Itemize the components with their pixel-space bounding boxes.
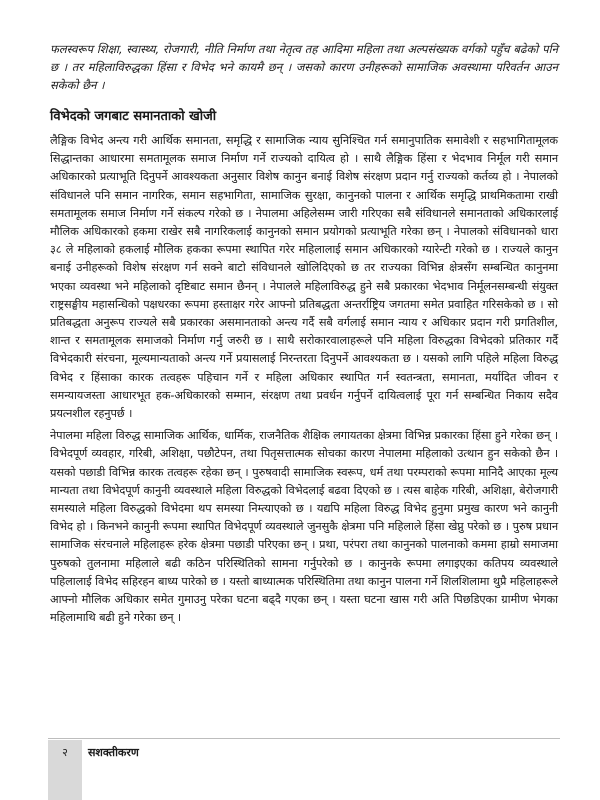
page-content [50, 40, 558, 631]
page-footer [48, 742, 139, 762]
running-title: सशक्तीकरण [88, 745, 139, 759]
body-paragraph-1: लैङ्गिक विभेद अन्त्य गरी आर्थिक समानता, समृद्धि र सामाजिक न्याय सुनिश्चित गर्न समानुपातिक समावेशी र सहभागितामूलक सिद्धान्तका आधारमा समतामूलक समाज निर्माण गर्ने राज्यको दायित्व हो । साथै लैङ्गिक हिंसा र भेदभाव निर्मूल गरी समान अधिकारको प्रत्याभूति दिनुपर्ने आवश्यकता अनुसार विशेष कानुन बनाई विशेष संरक्षण प्रदान गर्नु राज्यको कर्तव्य हो । नेपालको संविधानले पनि समान नागरिक, समान सहभागिता, सामाजिक सुरक्षा, कानुनको पालना र आर्थिक समृद्धि प्राथमिकतामा राखी समतामूलक समाज निर्माण गर्ने संकल्प गरेको छ । नेपालमा अहिलेसम्म जारी गरिएका सबै संविधानले समानताको अधिकारलाई मौलिक अधिकारको हकमा राखेर सबै नागरिकलाई कानुनको समान प्रयोगको प्रत्याभूति गरेका छन् । नेपालको संविधानको धारा ३८ ले महिलाको हकलाई मौलिक हकका रूपमा स्थापित गरेर महिलालाई समान अधिकारको ग्यारेन्टी गरेको छ । राज्यले कानुन बनाई उनीहरूको विशेष संरक्षण गर्न सक्ने बाटो संविधानले खोलिदिएको छ तर राज्यका विभिन्न क्षेत्रसँग सम्बन्धित कानुनमा भएका व्यवस्था भने महिलाको दृष्टिबाट समान छैनन् । नेपालले महिलाविरुद्ध हुने सबै प्रकारका भेदभाव निर्मूलनसम्बन्धी संयुक्त राष्ट्रसङ्घीय महासन्धिको पक्षधरका रूपमा हस्ताक्षर गरेर आफ्नो प्रतिबद्धता अन्तर्राष्ट्रिय जगतमा समेत प्रवाहित गरिसकेको छ । सो प्रतिबद्धता अनुरूप राज्यले सबै प्रकारका असमानताको अन्त्य गर्दै सबै वर्गलाई समान न्याय र अधिकार प्रदान गरी प्रगतिशील, शान्त र समतामूलक समाजको निर्माण गर्नु जरुरी छ । साथै सरोकारवालाहरूले पनि महिला विरुद्धका विभेदको प्रतिकार गर्दै विभेदकारी संरचना, मूल्यमान्यताको अन्त्य गर्ने प्रयासलाई निरन्तरता दिनुपर्ने आवश्यकता छ । यसको लागि पहिले महिला विरुद्ध विभेद र हिंसाका कारक तत्वहरू पहिचान गर्ने र महिला अधिकार स्थापित गर्न स्वतन्त्रता, समानता, मर्यादित जीवन र समन्यायजस्ता आधारभूत हक-अधिकारको सम्मान, संरक्षण तथा प्रवर्धन गर्नुपर्ने दायित्वलाई पूरा गर्न सम्बन्धित निकाय सदैव प्रयत्नशील रहनुपर्छ । [50, 134, 558, 421]
intro-paragraph: फलस्वरूप शिक्षा, स्वास्थ्य, रोजगारी, नीति निर्माण तथा नेतृत्व तह आदिमा महिला तथा अल्पसंख्यक वर्गको पहुँच बढेको पनि छ । तर महिलाविरुद्धका हिंसा र विभेद भने कायमै छन् । जसको कारण उनीहरूको सामाजिक अवस्थामा परिवर्तन आउन सकेको छैन । [50, 42, 558, 92]
page-number: २ [62, 745, 68, 759]
footer-divider [48, 738, 560, 739]
body-paragraph-2: नेपालमा महिला विरुद्ध सामाजिक आर्थिक, धार्मिक, राजनैतिक शैक्षिक लगायतका क्षेत्रमा विभिन्न प्रकारका हिंसा हुने गरेका छन् । विभेदपूर्ण व्यवहार, गरिबी, अशिक्षा, पछौटेपन, तथा पितृसत्तात्मक सोचका कारण नेपालमा महिलाको उत्थान हुन सकेको छैन । यसको पछाडी विभिन्न कारक तत्वहरू रहेका छन् । पुरुषवादी सामाजिक स्वरूप, धर्म तथा परम्पराको रूपमा मानिदै आएका मूल्य मान्यता तथा विभेदपूर्ण कानुनी व्यवस्थाले महिला विरुद्धको विभेदलाई बढवा दिएको छ । त्यस बाहेक गरिबी, अशिक्षा, बेरोजगारी समस्याले महिला विरुद्धको विभेदमा थप समस्या निम्त्याएको छ । यद्यपि महिला विरुद्ध विभेद हुनुमा प्रमुख कारण भने कानुनी विभेद हो । किनभने कानुनी रूपमा स्थापित विभेदपूर्ण व्यवस्थाले जुनसुकै क्षेत्रमा पनि महिलाले हिंसा खेप्नु परेको छ । पुरुष प्रधान सामाजिक संरचनाले महिलाहरू हरेक क्षेत्रमा पछाडी परिएका छन् । प्रथा, परंपरा तथा कानुनको पालनाको कममा हाम्रो समाजमा पुरुषको तुलनामा महिलाले बढी कठिन परिस्थितिको सामना गर्नुपरेको छ । कानुनके रूपमा लगाइएका कतिपय व्यवस्थाले पहिलालाई विभेद सहिरहन बाध्य पारेको छ । यस्तो बाध्यात्मक परिस्थितिमा तथा कानुन पालना गर्ने शिलशिलामा थुप्रै महिलाहरूले आफ्नो मौलिक अधिकार समेत गुमाउनु परेका घटना बढ्दै गएका छन् । यस्ता घटना खास गरी अति पिछडिएका ग्रामीण भेगका महिलामाथि बढी हुने गरेका छन् । [50, 429, 558, 625]
section-heading: विभेदको जगबाट समानताको खोजी [50, 109, 217, 124]
